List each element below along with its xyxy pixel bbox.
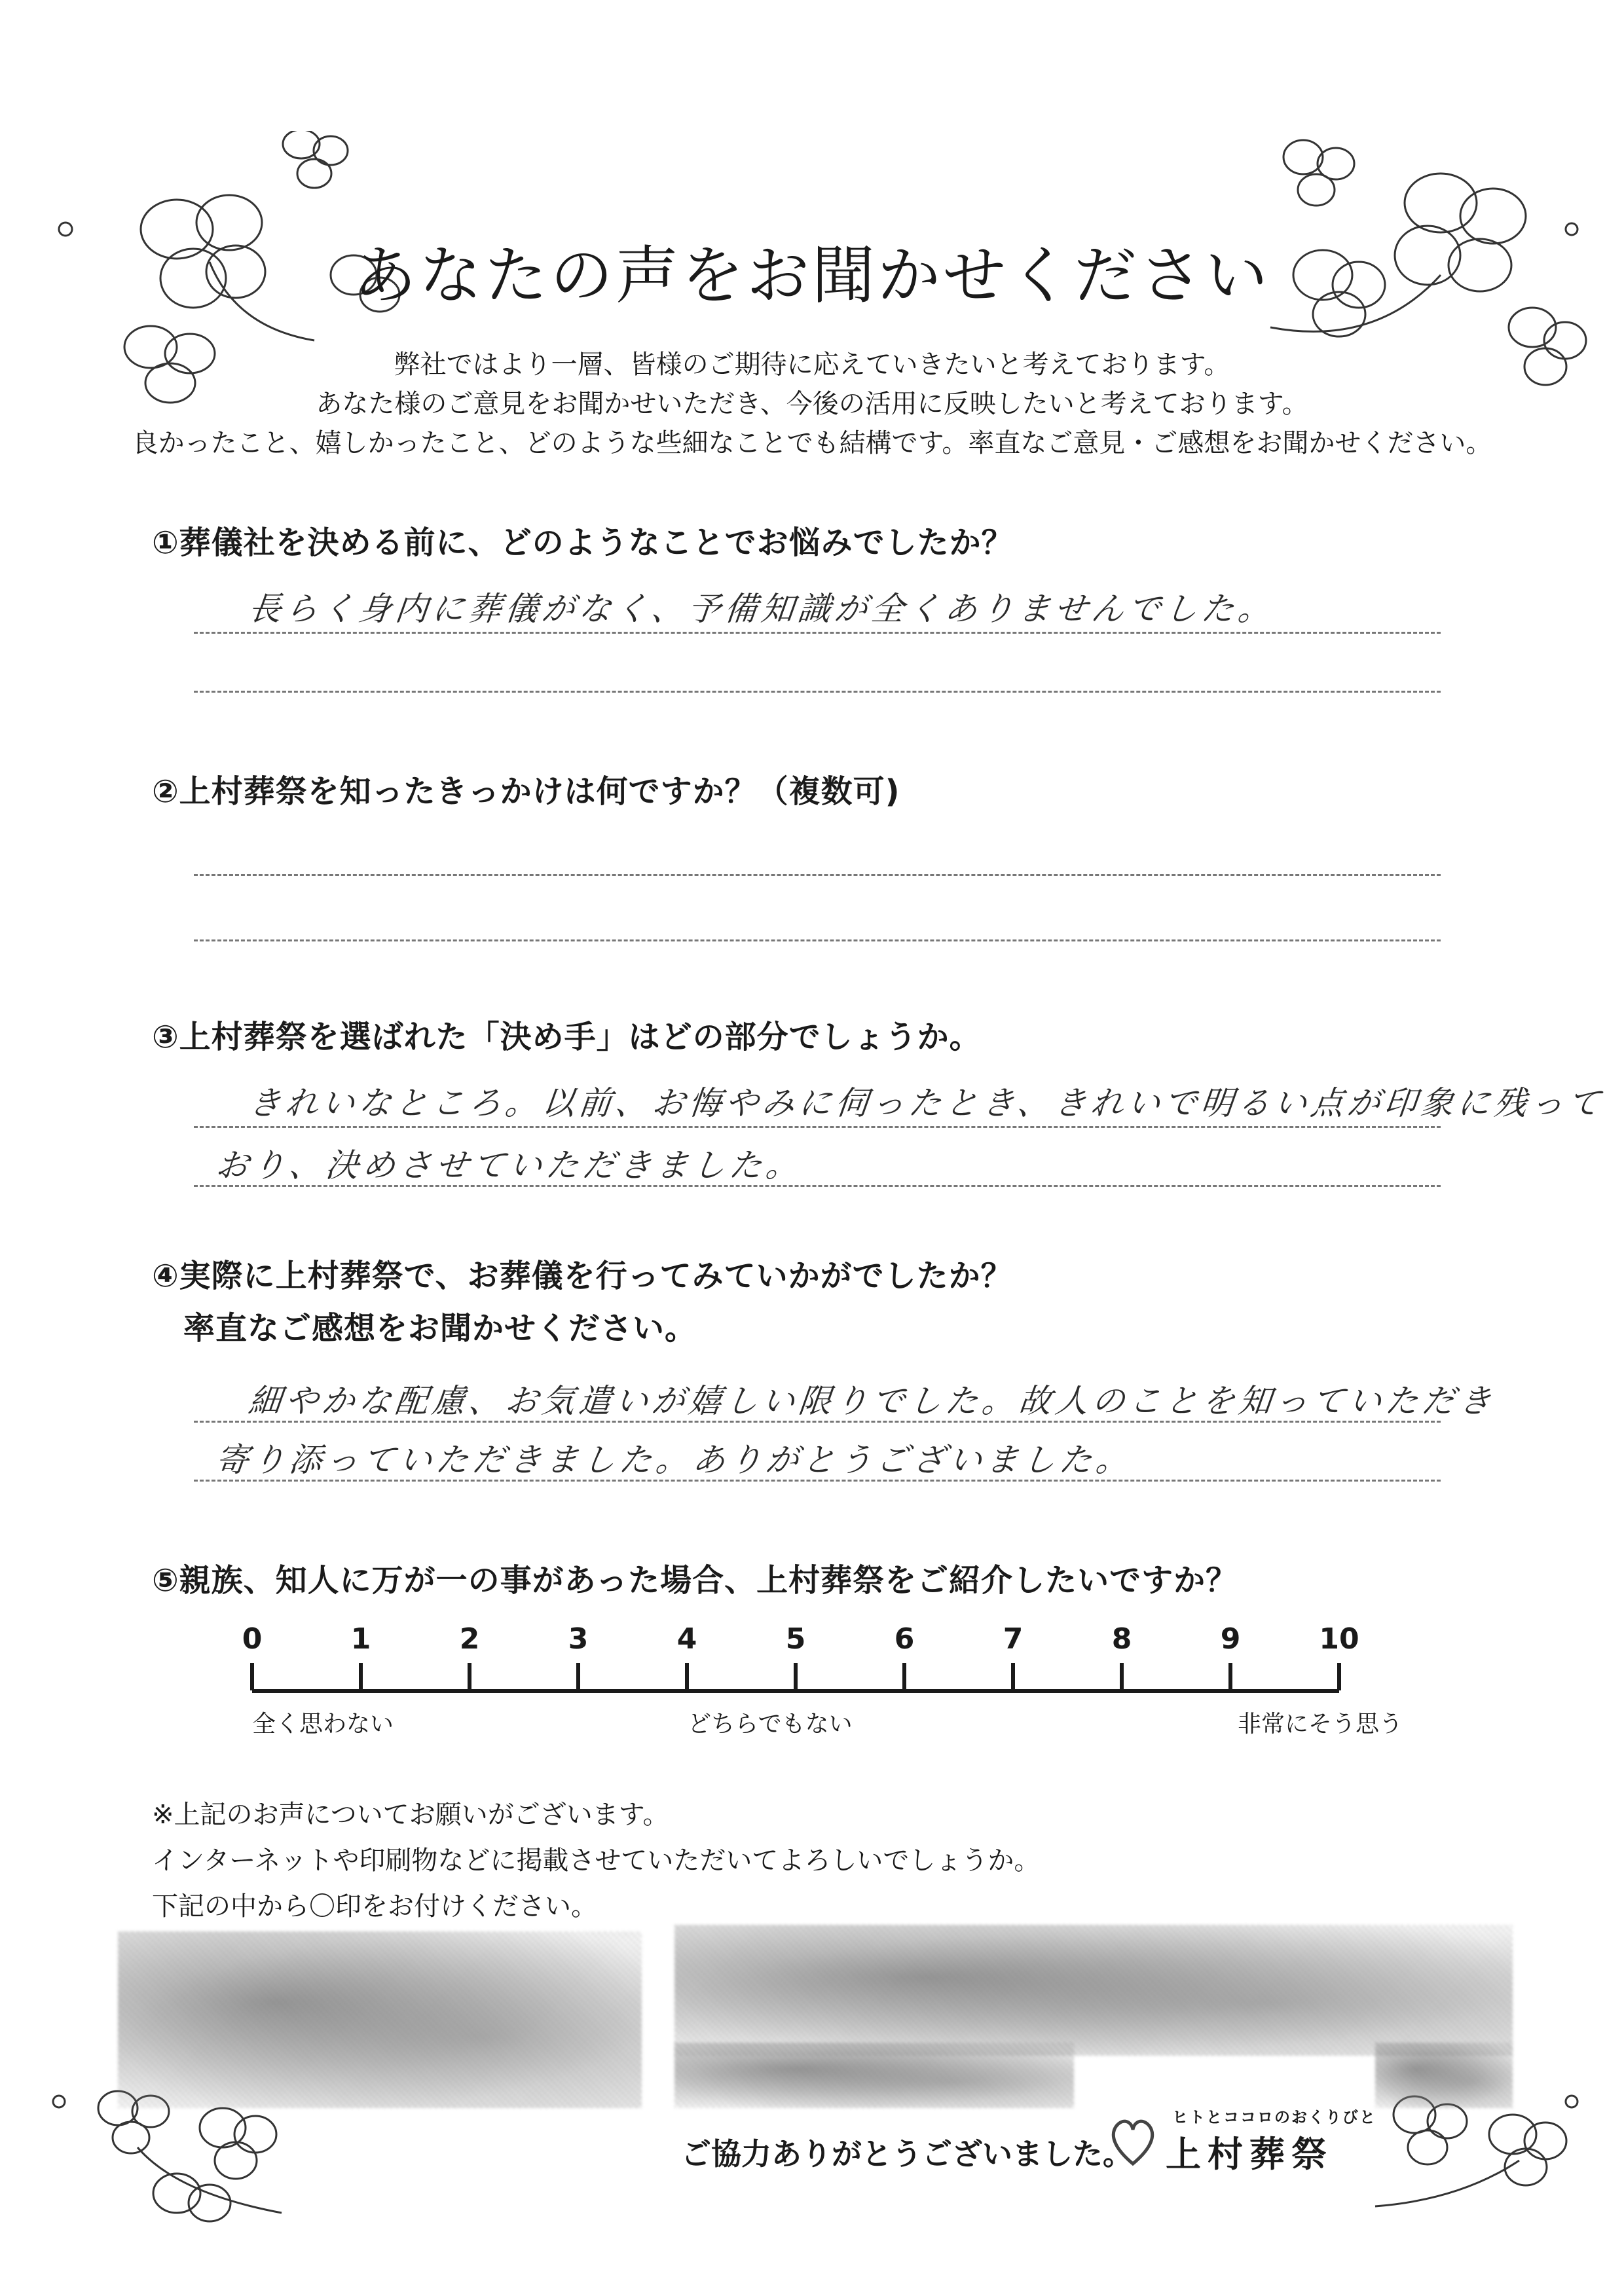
answer-rule [194, 691, 1441, 693]
rating-scale-tick [1011, 1663, 1015, 1690]
rating-scale-mid-label: どちらでもない [688, 1711, 853, 1738]
question-4-label-line-2: 率直なご感想をお聞かせください。 [183, 1310, 697, 1347]
rating-scale-tick [1337, 1663, 1341, 1690]
notice-line-1: ※上記のお声についてお願いがございます。 [152, 1800, 669, 1830]
question-3-answer-line-1: きれいなところ。以前、お悔やみに伺ったとき、きれいで明るい点が印象に残って [246, 1084, 1606, 1122]
rating-scale-tick-label: 8 [1111, 1622, 1132, 1656]
question-3-label: ③上村葬祭を選ばれた「決め手」はどの部分でしょうか。 [152, 1019, 982, 1055]
rating-scale-tick [1120, 1663, 1124, 1690]
notice-line-3: 下記の中から〇印をお付けください。 [152, 1891, 597, 1922]
rating-scale-tick [359, 1663, 363, 1690]
redacted-area-right [674, 1925, 1513, 2056]
rating-scale-tick-label: 3 [568, 1622, 589, 1656]
rating-scale-tick-label: 1 [350, 1622, 371, 1656]
rating-scale-tick-label: 5 [785, 1622, 806, 1656]
page-title: あなたの声をお聞かせください [354, 239, 1270, 312]
answer-rule [194, 1126, 1441, 1128]
question-4-answer-line-1: 細やかな配慮、お気遣いが嬉しい限りでした。故人のことを知っていただき [246, 1382, 1498, 1420]
question-1-label: ①葬儀社を決める前に、どのようなことでお悩みでしたか？ [152, 524, 1014, 561]
answer-rule [194, 1480, 1441, 1482]
rating-scale-tick [1228, 1663, 1232, 1690]
heart-logo-icon [1107, 2111, 1159, 2170]
rating-scale-tick [794, 1663, 798, 1690]
question-4-label-line-1: ④実際に上村葬祭で、お葬儀を行ってみていかがでしたか？ [152, 1258, 1013, 1294]
intro-line-3: 良かったこと、嬉しかったこと、どのような些細なことでも結構です。率直なご意見・ご感想をお聞かせください。 [132, 428, 1492, 458]
rating-scale-tick-label: 6 [894, 1622, 915, 1656]
logo-name: 上村葬祭 [1166, 2134, 1333, 2175]
answer-rule [194, 1185, 1441, 1187]
rating-scale-tick [576, 1663, 580, 1690]
notice-line-2: インターネットや印刷物などに掲載させていただいてよろしいでしょうか。 [152, 1846, 1041, 1876]
redacted-area-right-lower [674, 2043, 1074, 2108]
answer-rule [194, 1421, 1441, 1423]
redacted-area-right-corner [1375, 2043, 1513, 2108]
rating-scale-tick [685, 1663, 689, 1690]
footer-thanks: ご協力ありがとうございました。 [681, 2136, 1133, 2172]
question-1-answer-line-1: 長らく身内に葬儀がなく、予備知識が全くありませんでした。 [246, 590, 1277, 628]
rating-scale-tick-label: 7 [1003, 1622, 1024, 1656]
rating-scale-tick [468, 1663, 471, 1690]
question-3-answer-line-2: おり、決めさせていただきました。 [213, 1146, 805, 1184]
logo-tagline: ヒトとココロのおくりびと [1172, 2108, 1376, 2126]
question-5-label: ⑤親族、知人に万が一の事があった場合、上村葬祭をご紹介したいですか？ [152, 1562, 1238, 1599]
rating-scale-tick-label: 10 [1319, 1622, 1359, 1656]
question-2-label: ②上村葬祭を知ったきっかけは何ですか？（複数可) [152, 773, 900, 810]
rating-scale-tick [250, 1663, 254, 1690]
rating-scale-tick-label: 0 [242, 1622, 263, 1656]
answer-rule [194, 939, 1441, 941]
redacted-area-left [118, 1931, 642, 2108]
intro-line-1: 弊社ではより一層、皆様のご期待に応えていきたいと考えております。 [394, 350, 1230, 380]
rating-scale-high-label: 非常にそう思う [1238, 1711, 1403, 1738]
answer-rule [194, 632, 1441, 634]
rating-scale-tick-label: 4 [676, 1622, 697, 1656]
rating-scale-tick-label: 9 [1220, 1622, 1241, 1656]
rating-scale-low-label: 全く思わない [252, 1711, 394, 1738]
rating-scale-line [252, 1689, 1339, 1693]
rating-scale-tick [902, 1663, 906, 1690]
question-4-answer-line-2: 寄り添っていただきました。ありがとうございました。 [213, 1441, 1135, 1479]
answer-rule [194, 874, 1441, 876]
rating-scale-tick-label: 2 [459, 1622, 480, 1656]
intro-line-2: あなた様のご意見をお聞かせいただき、今後の活用に反映したいと考えております。 [316, 389, 1308, 419]
